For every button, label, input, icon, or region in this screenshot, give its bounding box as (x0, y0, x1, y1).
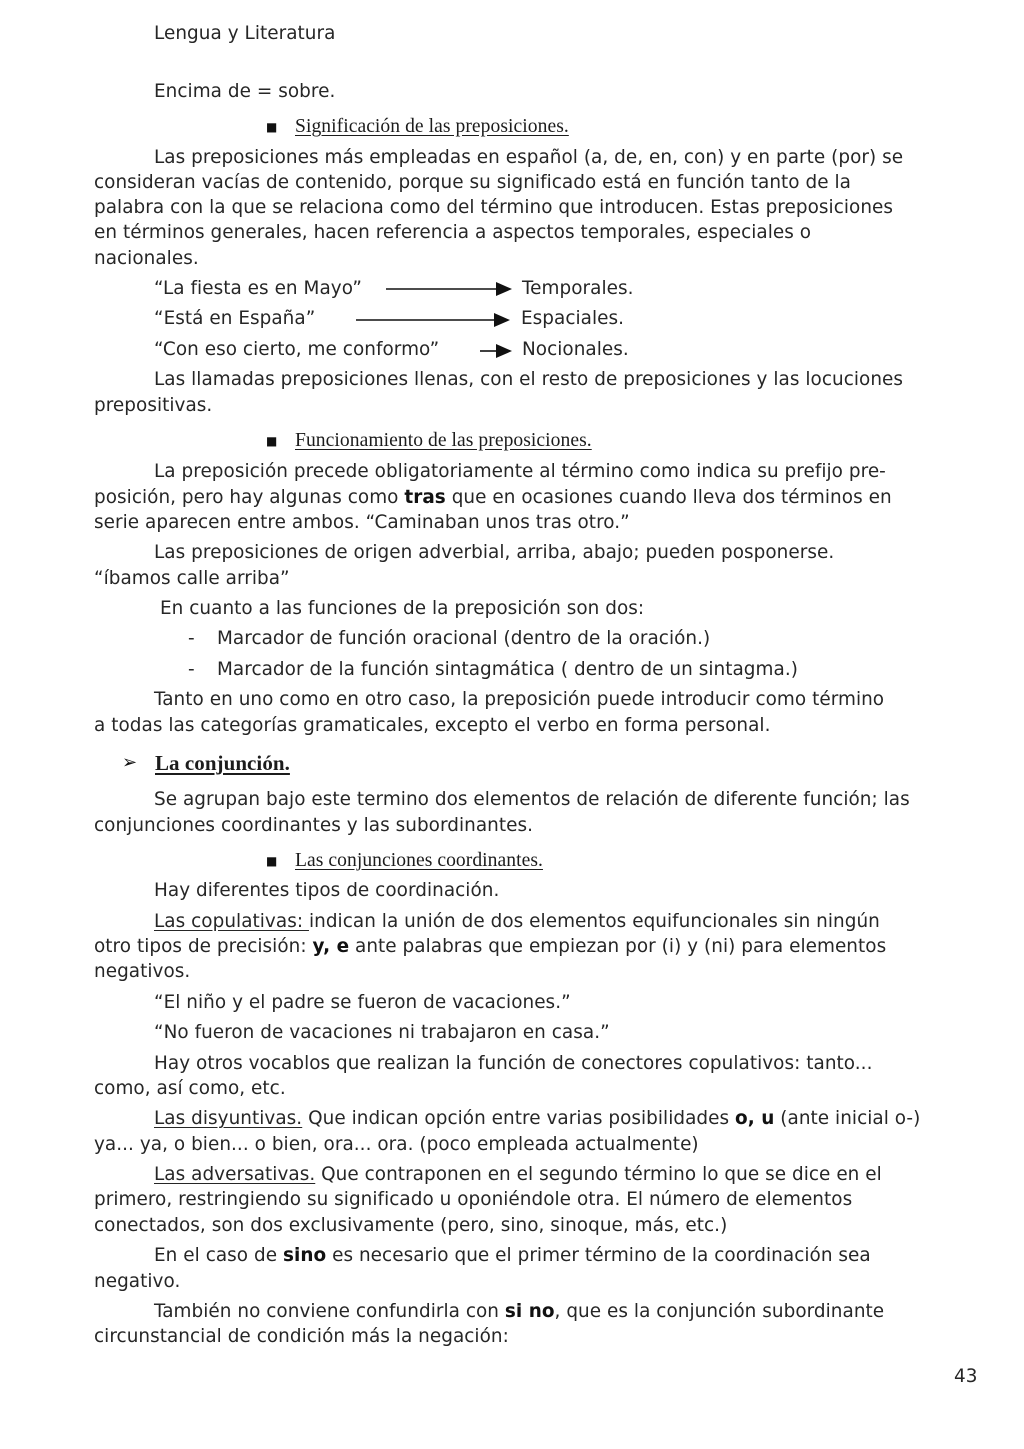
example-label: Nocionales. (522, 339, 629, 360)
paragraph-line: negativo. (94, 1271, 181, 1292)
page-header-title: Lengua y Literatura (154, 23, 336, 44)
bold-term: si no (504, 1301, 555, 1322)
paragraph-line: También no conviene confundirla con si no, que es la conjunción subordinante (154, 1301, 885, 1322)
paragraph-line: Hay otros vocablos que realizan la función de conectores copulativos: tanto... (154, 1053, 873, 1074)
right-arrow-icon (480, 342, 516, 360)
paragraph-line: en términos generales, hacen referencia a aspectos temporales, especiales o (94, 222, 812, 243)
paragraph-line: serie aparecen entre ambos. “Caminaban unos tras otro.” (94, 512, 630, 533)
paragraph-line: palabra con la que se relaciona como del término que introducen. Estas preposiciones (94, 197, 894, 218)
square-bullet-icon: ■ (266, 120, 278, 134)
paragraph-line: La preposición precede obligatoriamente al término como indica su prefijo pre- (154, 461, 886, 482)
paragraph-line: Hay diferentes tipos de coordinación. (154, 880, 500, 901)
example-quote: “El niño y el padre se fueron de vacaciones.” (154, 992, 571, 1013)
paragraph-line: prepositivas. (94, 395, 213, 416)
paragraph-line: a todas las categorías gramaticales, excepto el verbo en forma personal. (94, 715, 771, 736)
paragraph-encima: Encima de = sobre. (154, 81, 336, 102)
list-item: Marcador de la función sintagmática ( dentro de un sintagma.) (217, 659, 798, 680)
heading-conjuncion: La conjunción. (155, 751, 290, 775)
square-bullet-icon: ■ (266, 434, 278, 448)
paragraph-line: ya... ya, o bien... o bien, ora... ora. (poco empleada actualmente) (94, 1134, 699, 1155)
paragraph-line: conectados, son dos exclusivamente (pero, sino, sinoque, más, etc.) (94, 1215, 728, 1236)
term-copulativas: Las copulativas: (154, 911, 309, 932)
arrowhead-bullet-icon: ➢ (122, 752, 138, 773)
paragraph-line: negativos. (94, 961, 191, 982)
paragraph-line: como, así como, etc. (94, 1078, 286, 1099)
paragraph-line: Las adversativas. Que contraponen en el segundo término lo que se dice en el (154, 1164, 882, 1185)
term-adversativas: Las adversativas. (154, 1164, 316, 1185)
example-phrase: “Con eso cierto, me conformo” (154, 339, 440, 360)
example-phrase: “Está en España” (154, 308, 316, 329)
right-arrow-icon (356, 311, 516, 329)
paragraph-line: primero, restringiendo su significado u oponiéndole otra. El número de elementos (94, 1189, 853, 1210)
example-quote: “No fueron de vacaciones ni trabajaron en casa.” (154, 1022, 610, 1043)
paragraph-line: consideran vacías de contenido, porque su significado está en función tanto de la (94, 172, 851, 193)
paragraph-line: nacionales. (94, 248, 199, 269)
paragraph-line: circunstancial de condición más la negación: (94, 1326, 509, 1347)
page-number: 43 (954, 1366, 978, 1387)
list-item: Marcador de función oracional (dentro de la oración.) (217, 628, 711, 649)
paragraph-line: Las preposiciones más empleadas en español (a, de, en, con) y en parte (por) se (154, 147, 904, 168)
paragraph-line: Se agrupan bajo este termino dos elementos de relación de diferente función; las (154, 789, 910, 810)
bold-term: tras (404, 487, 446, 508)
paragraph-line: Las copulativas: indican la unión de dos elementos equifuncionales sin ningún (154, 911, 880, 932)
paragraph-line: Tanto en uno como en otro caso, la preposición puede introducir como término (154, 689, 885, 710)
section-heading-funcionamiento: Funcionamiento de las preposiciones. (295, 430, 592, 451)
paragraph-line: conjunciones coordinantes y las subordinantes. (94, 815, 534, 836)
bold-term: sino (283, 1245, 327, 1266)
paragraph-line: posición, pero hay algunas como tras que en ocasiones cuando lleva dos términos en (94, 487, 892, 508)
paragraph-line: Las llamadas preposiciones llenas, con el resto de preposiciones y las locuciones (154, 369, 904, 390)
bold-term: y, e (312, 936, 350, 957)
paragraph-line: Las disyuntivas. Que indican opción entre varias posibilidades o, u (ante inicial o-) (154, 1108, 921, 1129)
dash-bullet: - (188, 659, 195, 680)
example-phrase: “La fiesta es en Mayo” (154, 278, 362, 299)
paragraph-line: En cuanto a las funciones de la preposición son dos: (160, 598, 645, 619)
example-label: Espaciales. (521, 308, 625, 329)
section-heading-significacion: Significación de las preposiciones. (295, 116, 569, 137)
example-label: Temporales. (522, 278, 634, 299)
term-disyuntivas: Las disyuntivas. (154, 1108, 303, 1129)
paragraph-line: “íbamos calle arriba” (94, 568, 290, 589)
bold-term: o, u (735, 1108, 775, 1129)
paragraph-line: Las preposiciones de origen adverbial, arriba, abajo; pueden posponerse. (154, 542, 835, 563)
dash-bullet: - (188, 628, 195, 649)
square-bullet-icon: ■ (266, 854, 278, 868)
paragraph-line: otro tipos de precisión: y, e ante palabras que empiezan por (i) y (ni) para elementos (94, 936, 887, 957)
paragraph-line: En el caso de sino es necesario que el primer término de la coordinación sea (154, 1245, 871, 1266)
right-arrow-icon (386, 280, 516, 298)
section-heading-coordinantes: Las conjunciones coordinantes. (295, 850, 543, 871)
